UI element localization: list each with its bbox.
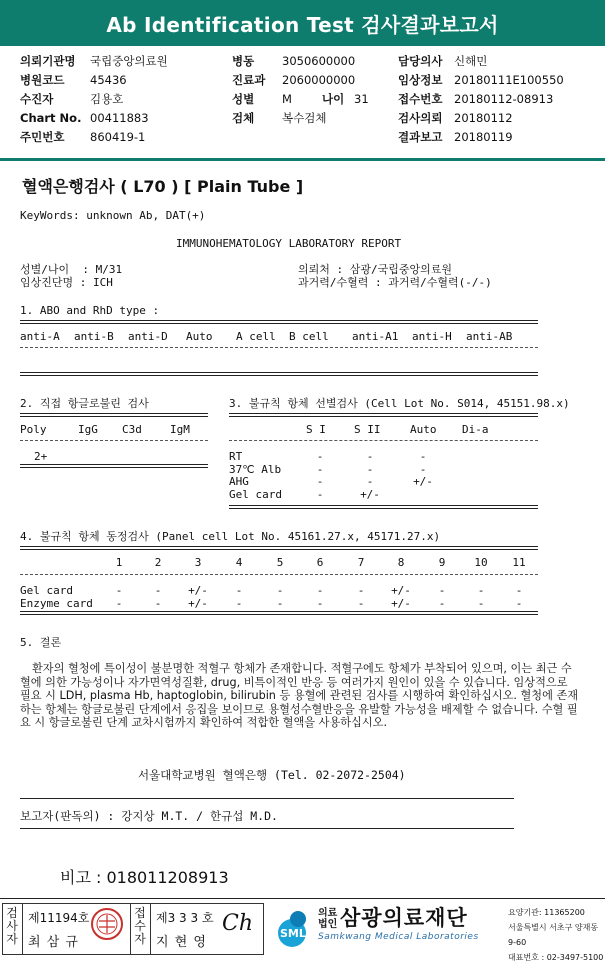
identification-col-header: 11 bbox=[512, 556, 526, 569]
screening-row-label: Gel card bbox=[229, 487, 282, 501]
identification-cell: - bbox=[235, 597, 243, 610]
identification-cell: - bbox=[438, 597, 446, 610]
divider bbox=[20, 440, 208, 441]
patient-info-header bbox=[0, 46, 605, 160]
divider bbox=[20, 574, 538, 575]
verifier-signature: Ch bbox=[222, 911, 254, 936]
request-date-value: 20180112 bbox=[454, 111, 513, 125]
screening-section-title: 3. 불규칙 항체 선별검사 (Cell Lot No. S014, 45151.98.x) bbox=[229, 397, 570, 410]
lab-report-title: IMMUNOHEMATOLOGY LABORATORY REPORT bbox=[176, 237, 402, 250]
patient-label: 수진자 bbox=[20, 92, 54, 106]
identification-row-label: Gel card bbox=[20, 584, 73, 597]
abo-col-header: anti-H bbox=[412, 330, 452, 343]
verifier-name: 지 현 영 bbox=[156, 935, 207, 950]
identification-col-header: 4 bbox=[235, 556, 243, 569]
sex-age-line: 성별/나이 : M/31 bbox=[20, 263, 123, 276]
department-label: 진료과 bbox=[232, 73, 266, 87]
conclusion-title: 5. 결론 bbox=[20, 636, 62, 649]
header-col-1 bbox=[20, 52, 168, 147]
hospital-code-value: 45436 bbox=[90, 73, 127, 87]
identification-cell: +/- bbox=[391, 584, 411, 597]
brand-small-line1: 의료 bbox=[318, 908, 338, 919]
identification-col-header: 5 bbox=[276, 556, 284, 569]
department-row bbox=[232, 71, 369, 90]
screening-cell: - bbox=[366, 475, 374, 488]
hospital-contact: 서울대학교병원 혈액은행 (Tel. 02-2072-2504) bbox=[138, 768, 406, 782]
inspector-label: 검사자 bbox=[6, 906, 18, 946]
conclusion-text: 환자의 혈청에 특이성이 불분명한 적혈구 항체가 존재합니다. 적혈구에도 항체가 부착되어 있으며, 이는 최근 수혈에 의한 가능성이나 자가면역성질환, drug, 비특이적인 반응 등 여러가지 원인이 있을 수 있습니다. 임상적으로 필요 시 LDH, plasma Hb, haptoglobin, bilirubin 등 용혈에 관련된 검사를 시행하여 확인하십시오. 혈청에 존재하는 항체는 항글로불린 단계에서 응집을 보이므로 용혈성수혈반응을 유발할 가능성을 배제할 수 없습니다. 수혈 필요 시 항글로불린 단계 교차시험까지 확인하여 적합한 혈액을 사용하십시오. bbox=[20, 662, 579, 730]
divider bbox=[20, 464, 208, 468]
reporter-line: 보고자(판독의) : 강지상 M.T. / 한규섭 M.D. bbox=[20, 809, 278, 823]
screening-cell: - bbox=[316, 462, 324, 476]
chart-no-label: Chart No. bbox=[20, 111, 82, 125]
report-title: Ab Identification Test 검사결과보고서 bbox=[0, 0, 605, 46]
abo-col-header: Auto bbox=[186, 330, 213, 343]
clinical-info-label: 임상정보 bbox=[398, 73, 443, 87]
abo-col-header: A cell bbox=[236, 330, 276, 343]
doctor-value: 신해민 bbox=[454, 54, 488, 68]
identification-col-header: 10 bbox=[474, 556, 488, 569]
identification-cell: - bbox=[276, 597, 284, 610]
identification-cell: - bbox=[438, 584, 446, 597]
identification-col-header: 8 bbox=[397, 556, 405, 569]
sex-label: 성별 bbox=[232, 92, 255, 106]
identification-cell: +/- bbox=[188, 584, 208, 597]
identification-cell: - bbox=[477, 597, 485, 610]
resident-no-label: 주민번호 bbox=[20, 130, 65, 144]
hospital-code-row bbox=[20, 71, 168, 90]
receipt-no-row bbox=[398, 90, 564, 109]
identification-cell: +/- bbox=[391, 597, 411, 610]
doctor-row bbox=[398, 52, 564, 71]
ward-label: 병동 bbox=[232, 54, 255, 68]
verifier-id: 제3 3 3 호 bbox=[156, 911, 214, 925]
screening-cell: - bbox=[419, 450, 427, 463]
divider bbox=[20, 320, 538, 324]
patient-row bbox=[20, 90, 168, 109]
identification-section-title: 4. 불규칙 항체 동정검사 (Panel cell Lot No. 45161.27.x, 45171.27.x) bbox=[20, 530, 441, 543]
receipt-no-value: 20180112-08913 bbox=[454, 92, 554, 106]
receipt-no-label: 접수번호 bbox=[398, 92, 443, 106]
header-col-3 bbox=[398, 52, 564, 147]
phone: 대표번호 : 02-3497-5100 bbox=[508, 953, 604, 962]
institution-value: 국립중앙의료원 bbox=[90, 54, 168, 68]
dat-section-title: 2. 직접 항글로불린 검사 bbox=[20, 397, 149, 410]
identification-cell: - bbox=[235, 584, 243, 597]
brand-small bbox=[318, 908, 337, 930]
sml-logo-text: SML bbox=[280, 927, 306, 940]
verifier-label: 접수자 bbox=[134, 906, 146, 946]
identification-col-header: 6 bbox=[316, 556, 324, 569]
agency-code: 요양기관: 11365200 bbox=[508, 908, 585, 917]
dat-col-header: IgG bbox=[78, 423, 98, 436]
identification-cell: - bbox=[154, 584, 162, 597]
screening-row-label: RT bbox=[229, 450, 243, 463]
section-title: 혈액은행검사 ( L70 ) [ Plain Tube ] bbox=[22, 177, 304, 196]
abo-col-header: anti-A bbox=[20, 330, 60, 343]
identification-cell: - bbox=[477, 584, 485, 597]
screening-cell: +/- bbox=[360, 487, 380, 501]
identification-cell: - bbox=[357, 584, 365, 597]
clinical-info-value: 20180111E100550 bbox=[454, 73, 564, 87]
inspector-seal bbox=[90, 907, 124, 941]
screening-cell: - bbox=[419, 462, 427, 476]
report-date-label: 결과보고 bbox=[398, 130, 443, 144]
identification-col-header: 9 bbox=[438, 556, 446, 569]
identification-col-header: 3 bbox=[194, 556, 202, 569]
abo-col-header: anti-D bbox=[128, 330, 168, 343]
remark: 비고 : 018011208913 bbox=[60, 868, 229, 887]
keywords: KeyWords: unknown Ab, DAT(+) bbox=[20, 209, 206, 222]
resident-no-value: 860419-1 bbox=[90, 130, 146, 144]
abo-col-header: anti-AB bbox=[466, 330, 513, 343]
screening-cell: +/- bbox=[413, 475, 433, 488]
screening-cell: - bbox=[366, 450, 374, 463]
age-value: 31 bbox=[354, 92, 369, 106]
divider bbox=[20, 347, 538, 348]
ward-value: 3050600000 bbox=[282, 54, 356, 68]
identification-row-label: Enzyme card bbox=[20, 597, 93, 610]
screening-row-label: 37℃ Alb bbox=[229, 462, 282, 476]
resident-no-row bbox=[20, 128, 168, 147]
screening-col-header: S I bbox=[306, 423, 326, 436]
screening-col-header: S II bbox=[354, 423, 381, 436]
divider bbox=[20, 611, 538, 615]
abo-col-header: B cell bbox=[289, 330, 329, 343]
clinical-info-row bbox=[398, 71, 564, 90]
screening-row-label: AHG bbox=[229, 475, 249, 488]
hospital-code-label: 병원코드 bbox=[20, 73, 65, 87]
brand-small-line2: 법인 bbox=[318, 919, 338, 930]
brand-korean: 삼광의료재단 bbox=[340, 906, 468, 930]
divider bbox=[22, 903, 23, 955]
address: 서울특별시 서초구 양재동 9-60 bbox=[508, 923, 599, 947]
divider bbox=[130, 903, 131, 955]
chart-no-row bbox=[20, 109, 168, 128]
divider bbox=[20, 546, 538, 550]
identification-col-header: 7 bbox=[357, 556, 365, 569]
age-label: 나이 bbox=[322, 92, 345, 106]
identification-col-header: 2 bbox=[154, 556, 162, 569]
specimen-label: 검체 bbox=[232, 111, 255, 125]
specimen-row bbox=[232, 109, 369, 128]
identification-col-header: 1 bbox=[115, 556, 123, 569]
identification-cell: - bbox=[316, 584, 324, 597]
patient-value: 김용호 bbox=[90, 92, 124, 106]
abo-col-header: anti-B bbox=[74, 330, 114, 343]
sex-age-row bbox=[232, 90, 369, 109]
institution-row bbox=[20, 52, 168, 71]
request-date-label: 검사의뢰 bbox=[398, 111, 443, 125]
divider bbox=[229, 505, 538, 509]
dat-result: 2+ bbox=[34, 450, 48, 463]
divider bbox=[229, 440, 538, 441]
header-divider bbox=[0, 158, 605, 161]
identification-cell: - bbox=[357, 597, 365, 610]
screening-col-header: Di-a bbox=[462, 423, 489, 436]
identification-cell: +/- bbox=[188, 597, 208, 610]
history-line: 과거력/수혈력 : 과거력/수혈력(-/-) bbox=[298, 276, 492, 289]
divider bbox=[20, 413, 208, 417]
divider bbox=[20, 828, 514, 829]
dat-col-header: IgM bbox=[170, 423, 190, 436]
doctor-label: 담당의사 bbox=[398, 54, 443, 68]
dat-col-header: Poly bbox=[20, 423, 47, 436]
divider bbox=[150, 903, 151, 955]
chart-no-value: 00411883 bbox=[90, 111, 149, 125]
sml-logo bbox=[268, 905, 316, 953]
screening-cell: - bbox=[316, 475, 324, 488]
specimen-value: 복수검체 bbox=[282, 111, 327, 125]
report-date-value: 20180119 bbox=[454, 130, 513, 144]
divider bbox=[229, 413, 538, 417]
report-date-row bbox=[398, 128, 564, 147]
footer bbox=[0, 898, 605, 962]
screening-cell: - bbox=[316, 487, 324, 501]
department-value: 2060000000 bbox=[282, 73, 356, 87]
brand-info bbox=[508, 905, 605, 965]
identification-cell: - bbox=[515, 597, 523, 610]
sex-value: M bbox=[282, 92, 292, 106]
divider bbox=[20, 372, 538, 376]
identification-cell: - bbox=[154, 597, 162, 610]
dat-col-header: C3d bbox=[122, 423, 142, 436]
divider bbox=[20, 798, 514, 799]
abo-col-header: anti-A1 bbox=[352, 330, 399, 343]
identification-cell: - bbox=[115, 597, 123, 610]
brand-english: Samkwang Medical Laboratories bbox=[318, 932, 479, 942]
request-date-row bbox=[398, 109, 564, 128]
requester-line: 의뢰처 : 삼광/국립중앙의료원 bbox=[298, 263, 453, 276]
institution-label: 의뢰기관명 bbox=[20, 54, 76, 68]
identification-cell: - bbox=[115, 584, 123, 597]
identification-cell: - bbox=[515, 584, 523, 597]
identification-cell: - bbox=[276, 584, 284, 597]
abo-section-title: 1. ABO and RhD type : bbox=[20, 304, 160, 317]
screening-col-header: Auto bbox=[410, 423, 437, 436]
ward-row bbox=[232, 52, 369, 71]
identification-cell: - bbox=[316, 597, 324, 610]
header-col-2 bbox=[232, 52, 369, 128]
screening-cell: - bbox=[316, 450, 324, 463]
inspector-name: 최 삼 규 bbox=[28, 935, 79, 950]
inspector-id: 제11194호 bbox=[28, 911, 90, 925]
screening-cell: - bbox=[366, 462, 374, 476]
diagnosis-line: 임상진단명 : ICH bbox=[20, 276, 113, 289]
